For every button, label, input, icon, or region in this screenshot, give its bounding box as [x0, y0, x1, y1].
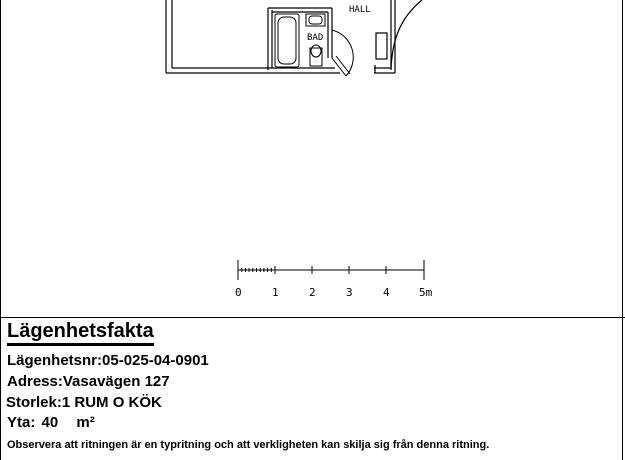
sink	[306, 14, 325, 26]
bathtub	[275, 14, 299, 67]
area-value: 40	[41, 414, 59, 431]
size-row	[6, 394, 162, 412]
apartment-number-label: Lägenhetsnr:	[7, 352, 103, 369]
apartment-number-value: 05-025-04-0901	[102, 352, 209, 369]
scale-tick-label: 2	[309, 286, 316, 299]
size-value: 1 RUM O KÖK	[61, 394, 162, 411]
room-label-bad: BAD	[307, 33, 324, 43]
scale-bar	[238, 260, 424, 280]
area-unit: m²	[76, 414, 95, 431]
apartment-facts	[0, 318, 625, 460]
apartment-number-row	[7, 352, 209, 370]
room-label-hall: HALL	[349, 5, 371, 15]
scale-tick-label: 1	[272, 286, 279, 299]
area-label: Yta:	[7, 414, 36, 431]
bathroom-door	[332, 30, 353, 76]
scale-tick-label: 5m	[419, 286, 433, 299]
scale-tick-label: 4	[383, 286, 390, 299]
scale-tick-label: 3	[346, 286, 353, 299]
size-label: Storlek:	[6, 394, 62, 411]
address-value: Vasavägen 127	[62, 373, 170, 390]
address-label: Adress:	[7, 373, 63, 390]
disclaimer-note: Observera att ritningen är en typritning och att verkligheten kan skilja sig från denna ritning.	[7, 439, 490, 451]
address-row	[7, 373, 170, 391]
hall-cabinet	[376, 33, 387, 59]
scale-tick-label: 0	[235, 286, 242, 299]
facts-title: Lägenhetsfakta	[7, 320, 154, 346]
toilet	[310, 45, 322, 66]
entrance-door	[375, 0, 422, 73]
area-row	[7, 414, 95, 432]
